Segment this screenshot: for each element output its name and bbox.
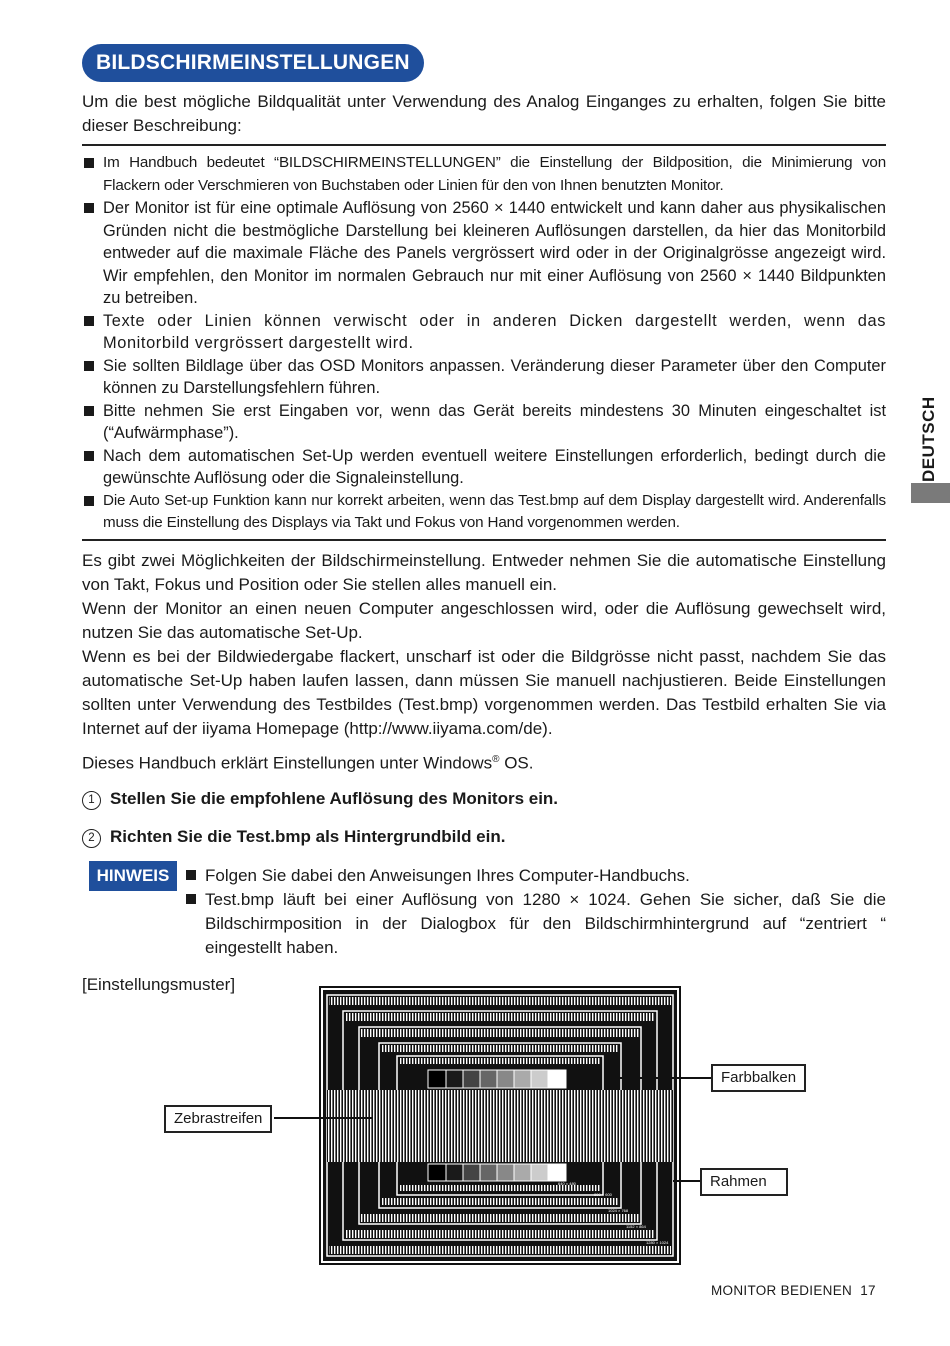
list-item: Texte oder Linien können verwischt oder in anderen Dicken dargestellt werden, wenn das Monitorbild vergrössert dargestellt wird.: [82, 310, 886, 355]
step-1: [82, 787, 558, 811]
registered-mark: ®: [492, 754, 500, 765]
footer-section: MONITOR BEDIENEN: [711, 1283, 853, 1298]
note-item: Folgen Sie dabei den Anweisungen Ihres Computer-Handbuchs.: [184, 864, 886, 888]
os-suffix: OS.: [499, 753, 534, 773]
step-text: Richten Sie die Test.bmp als Hintergrundbild ein.: [110, 827, 506, 846]
body-paragraph-3: Wenn es bei der Bildwiedergabe flackert, unscharf ist oder die Bildgrösse nicht passt, nachdem Sie das automatische Set-Up haben laufen lassen, dann müssen Sie manuell nachjustieren. Beide Einstellungen sollten unter Verwendung des Testbildes (Test.bmp) vorgenommen werden. Das Testbild erhalten Sie via Internet auf der iiyama Homepage (http://www.iiyama.com/de).: [82, 647, 886, 738]
list-item: Bitte nehmen Sie erst Eingaben vor, wenn das Gerät bereits mindestens 30 Minuten eingeschaltet ist (“Aufwärmphase”).: [82, 400, 886, 445]
list-item: Im Handbuch bedeutet “BILDSCHIRMEINSTELLUNGEN” die Einstellung der Bildposition, die Minimierung von Flackern oder Verschmieren von Buchstaben oder Linien für den von Ihnen benutzten Monitor.: [82, 152, 886, 197]
resolution-mark: 800 × 600: [594, 1192, 612, 1197]
color-bars-bottom: [428, 1164, 566, 1181]
resolution-mark: 640 × 480: [558, 1181, 576, 1186]
color-bars-top: [428, 1070, 566, 1088]
divider-top: [82, 144, 886, 146]
body-paragraph-1: Es gibt zwei Möglichkeiten der Bildschirmeinstellung. Entweder nehmen Sie die automatische Einstellung von Takt, Fokus und Position oder Sie stellen alles manuell ein.: [82, 551, 886, 594]
note-badge: HINWEIS: [89, 861, 177, 891]
frame-label: Rahmen: [700, 1168, 788, 1196]
divider-bottom: [82, 539, 886, 541]
step-number-icon: 2: [82, 829, 101, 848]
zebra-label: Zebrastreifen: [164, 1105, 272, 1133]
color-bars-label: Farbbalken: [711, 1064, 806, 1092]
step-number-icon: 1: [82, 791, 101, 810]
resolution-mark: 1152 × 864: [626, 1224, 646, 1229]
body-paragraph-2: Wenn der Monitor an einen neuen Computer angeschlossen wird, oder die Auflösung gewechselt wird, nutzen Sie das automatische Set-Up.: [82, 599, 886, 642]
note-item: Test.bmp läuft bei einer Auflösung von 1280 × 1024. Gehen Sie sicher, daß Sie die Bildschirmposition in der Dialogbox für den Bildschirmhintergrund auf “zentriert “ eingestellt haben.: [184, 888, 886, 960]
note-list: [184, 864, 886, 960]
footer: [711, 1283, 876, 1298]
os-text: Dieses Handbuch erklärt Einstellungen unter Windows: [82, 753, 493, 773]
list-item: Nach dem automatischen Set-Up werden eventuell weitere Einstellungen erforderlich, bedingt durch die gewünschte Auflösung oder die Signaleinstellung.: [82, 445, 886, 490]
intro-paragraph: Um die best mögliche Bildqualität unter Verwendung des Analog Einganges zu erhalten, folgen Sie bitte dieser Beschreibung:: [82, 92, 886, 135]
list-item: Die Auto Set-up Funktion kann nur korrekt arbeiten, wenn das Test.bmp auf dem Display dargestellt wird. Anderenfalls muss die Einstellung des Displays via Takt und Fokus von Hand vorgenommen werden.: [82, 490, 886, 535]
test-pattern-image: [320, 987, 680, 1264]
step-2: [82, 825, 505, 849]
page-number: 17: [860, 1283, 876, 1298]
resolution-mark: 1280 × 1024: [646, 1240, 669, 1245]
figure-caption: [Einstellungsmuster]: [82, 975, 236, 994]
step-text: Stellen Sie die empfohlene Auflösung des Monitors ein.: [110, 789, 559, 808]
page-title: BILDSCHIRMEINSTELLUNGEN: [82, 44, 424, 82]
list-item: Sie sollten Bildlage über das OSD Monitors anpassen. Veränderung dieser Parameter über den Computer können zu Darstellungsfehlern führen.: [82, 355, 886, 400]
list-item: Der Monitor ist für eine optimale Auflösung von 2560 × 1440 entwickelt und kann daher aus physikalischen Gründen nicht die bestmögliche Darstellung bei kleineren Auflösungen darstellen, da hier das Monitorbild entweder auf die maximale Fläche des Panels vergrössert wird oder in der Originalgrösse angezeigt wird. Wir empfehlen, den Monitor im normalen Gebrauch nur mit einer Auflösung von 2560 × 1440 Bildpunkten zu betreiben.: [82, 197, 886, 310]
body-paragraph-4: [82, 748, 886, 776]
notes-list: [82, 152, 886, 535]
language-label: DEUTSCH: [919, 396, 938, 482]
language-tab-marker: [911, 483, 950, 503]
resolution-mark: 1024 × 768: [608, 1208, 629, 1213]
language-tab: [911, 372, 950, 492]
